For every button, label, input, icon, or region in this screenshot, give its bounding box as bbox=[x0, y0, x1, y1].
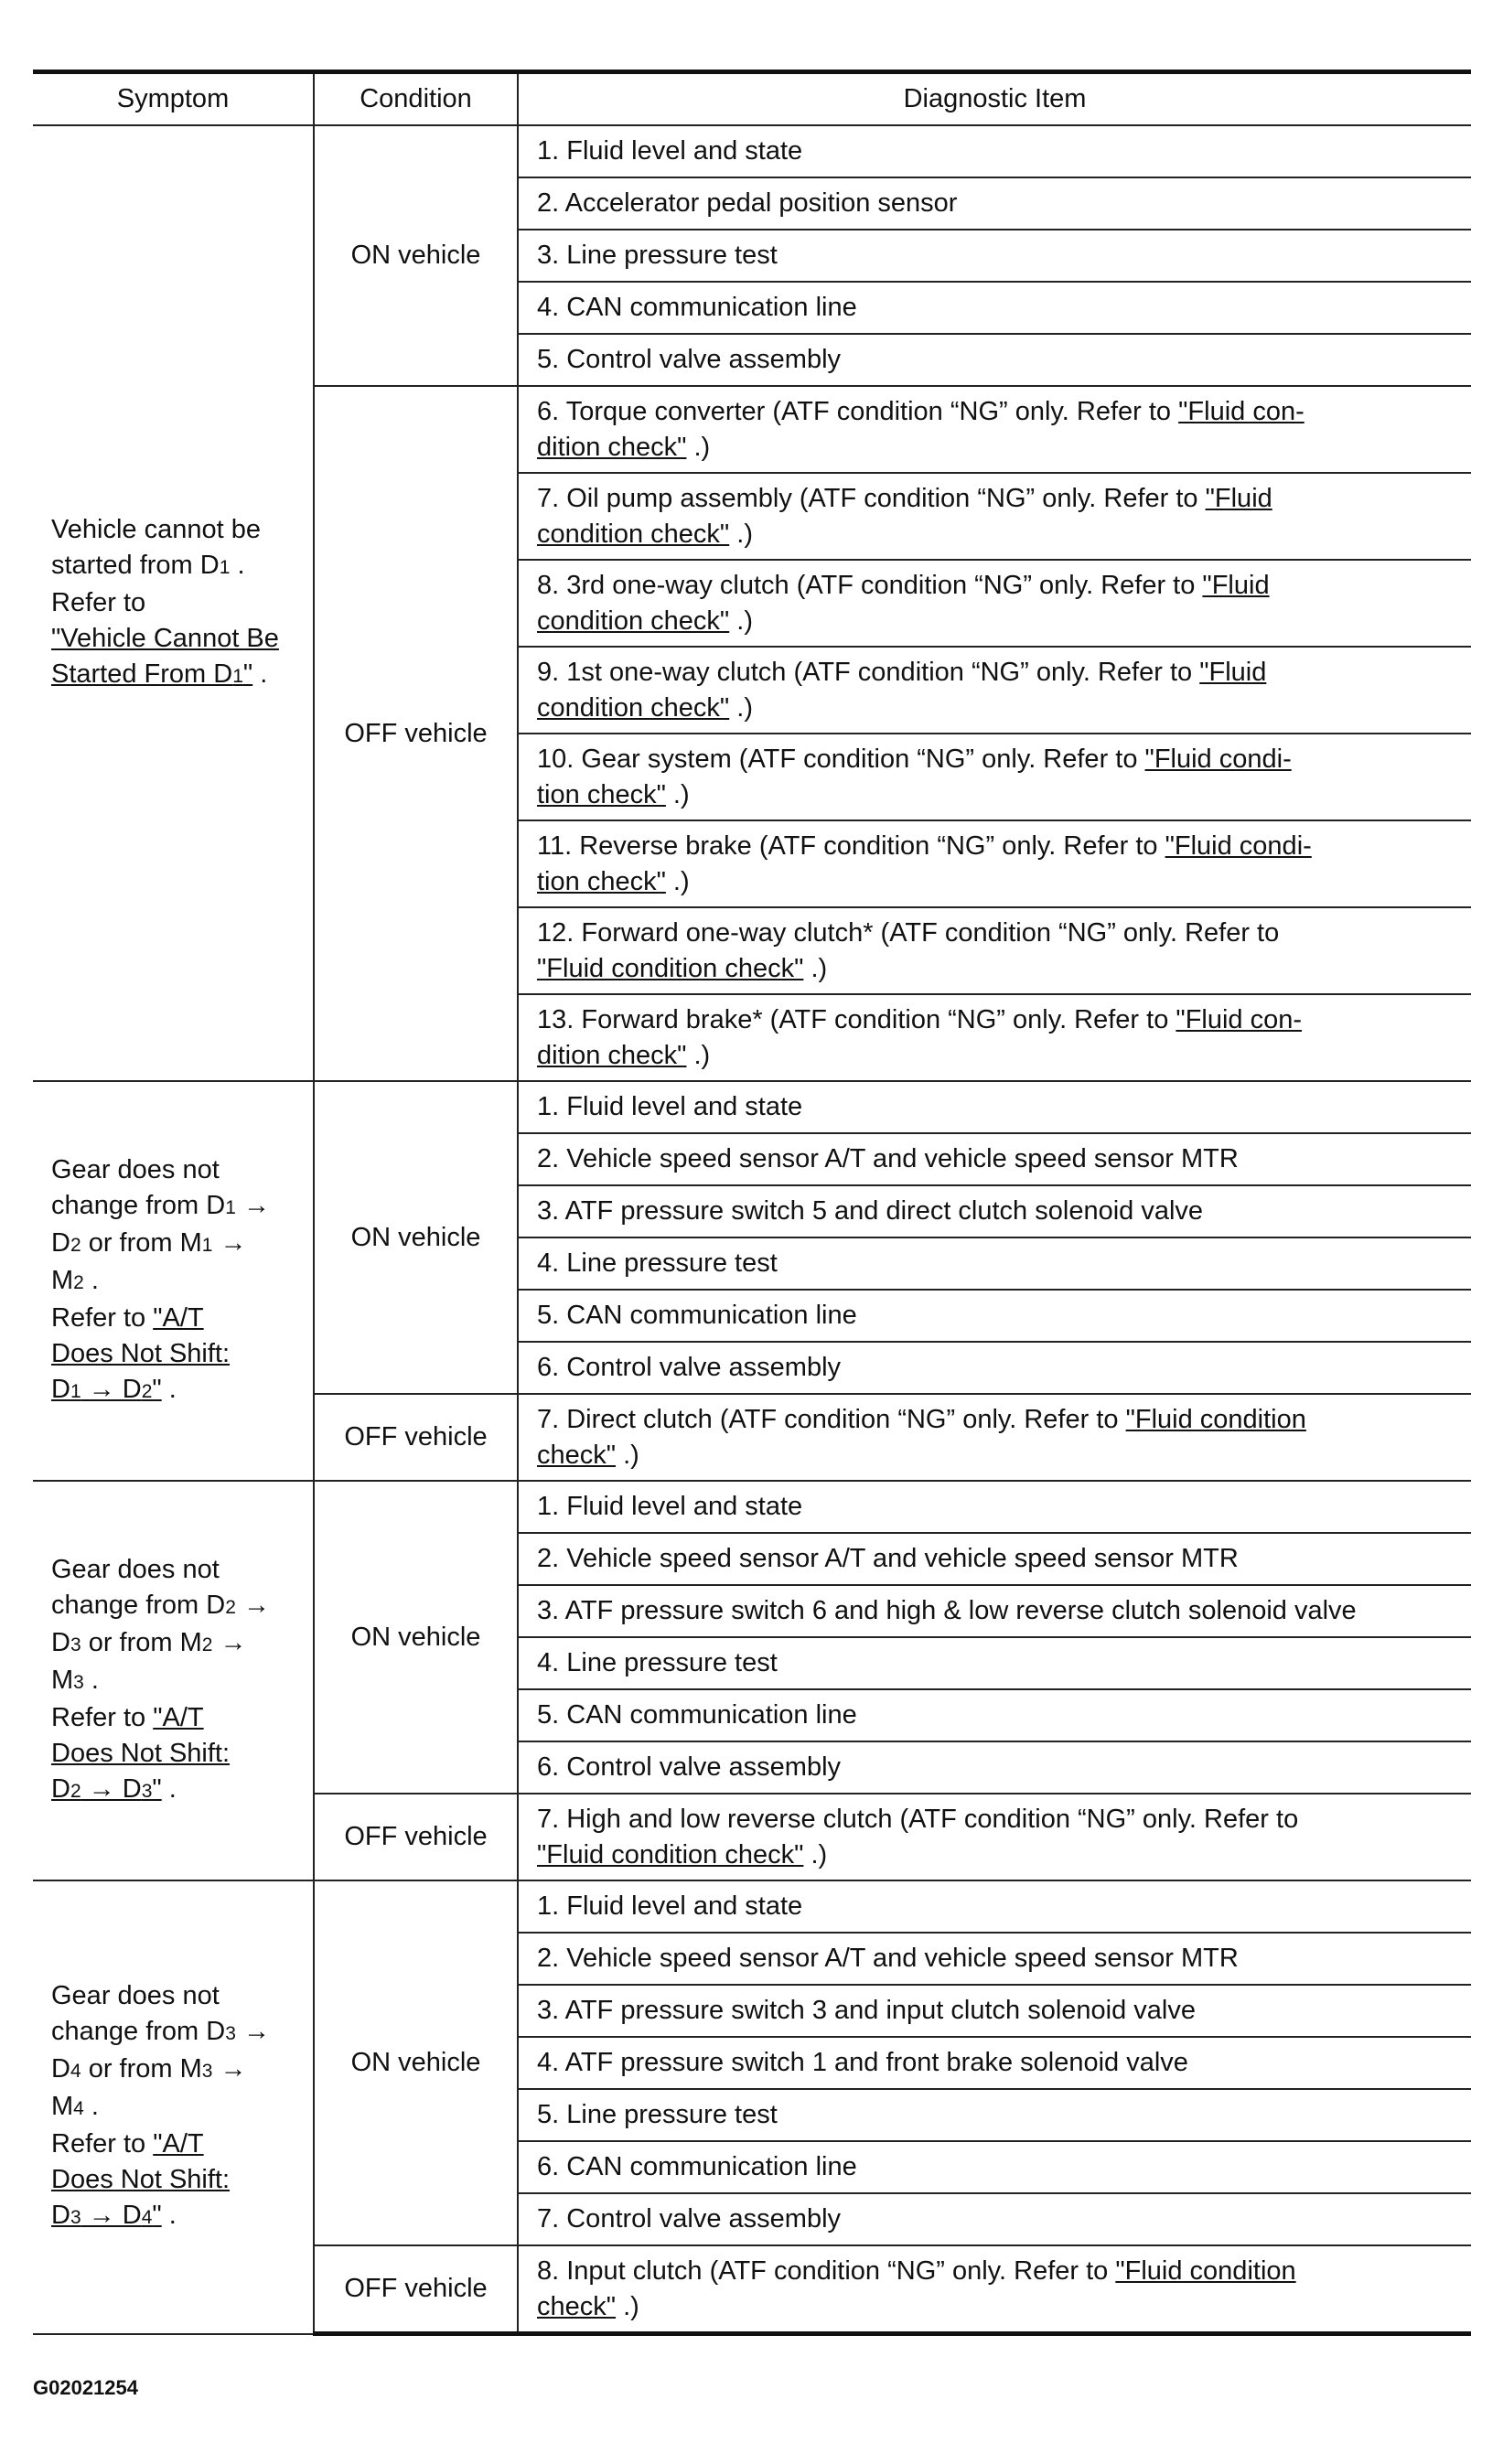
fluid-condition-link[interactable]: "Fluid con- dition check" bbox=[537, 396, 1304, 462]
condition-cell: ON vehicle bbox=[314, 1880, 518, 2245]
diagnostic-item: 4. ATF pressure switch 1 and front brake solenoid valve bbox=[518, 2037, 1471, 2089]
diagnostic-item: 3. ATF pressure switch 6 and high & low reverse clutch solenoid valve bbox=[518, 1585, 1471, 1637]
table-row bbox=[33, 125, 1471, 177]
diagnostic-item: 12. Forward one-way clutch* (ATF condition “NG” only. Refer to "Fluid condition check" .) bbox=[518, 907, 1471, 994]
symptom-cell: Gear does not change from D3 → D4 or from M3 → M4 . Refer to "A/T Does Not Shift: D3 → D4" . bbox=[33, 1880, 314, 2334]
fluid-condition-link[interactable]: "Fluid condition check" bbox=[537, 570, 1270, 636]
diagnostic-item: 3. ATF pressure switch 5 and direct clutch solenoid valve bbox=[518, 1185, 1471, 1237]
symptom-link[interactable]: "A/T Does Not Shift: D2 → D3" bbox=[51, 1703, 231, 1804]
diagnostic-item: 8. 3rd one-way clutch (ATF condition “NG” only. Refer to "Fluid condition check" .) bbox=[518, 560, 1471, 647]
diagnostic-item: 1. Fluid level and state bbox=[518, 1081, 1471, 1133]
fluid-condition-link[interactable]: "Fluid con- dition check" bbox=[537, 1004, 1303, 1070]
diagnostic-item: 2. Vehicle speed sensor A/T and vehicle speed sensor MTR bbox=[518, 1133, 1471, 1185]
header-diagnostic-item: Diagnostic Item bbox=[518, 72, 1471, 126]
symptom-cell: Gear does not change from D1 → D2 or from M1 → M2 . Refer to "A/T Does Not Shift: D1 → D2" . bbox=[33, 1081, 314, 1481]
condition-cell: OFF vehicle bbox=[314, 386, 518, 1081]
table-row bbox=[33, 1081, 1471, 1133]
condition-cell: ON vehicle bbox=[314, 1481, 518, 1794]
symptom-link[interactable]: "A/T Does Not Shift: D3 → D4" bbox=[51, 2129, 231, 2231]
condition-cell: OFF vehicle bbox=[314, 2245, 518, 2334]
diagnostic-item: 5. Control valve assembly bbox=[518, 334, 1471, 386]
diagnostic-item: 7. Direct clutch (ATF condition “NG” only. Refer to "Fluid condition check" .) bbox=[518, 1394, 1471, 1481]
diagnostic-item: 4. Line pressure test bbox=[518, 1637, 1471, 1689]
diagnostic-item: 2. Accelerator pedal position sensor bbox=[518, 177, 1471, 230]
diagnostic-item: 5. CAN communication line bbox=[518, 1689, 1471, 1741]
symptom-link[interactable]: "Vehicle Cannot Be Started From D1" bbox=[51, 624, 279, 689]
diagnostic-item: 7. Control valve assembly bbox=[518, 2193, 1471, 2245]
fluid-condition-link[interactable]: "Fluid condi- tion check" bbox=[537, 830, 1312, 896]
figure-id: G02021254 bbox=[33, 2376, 138, 2399]
fluid-condition-link[interactable]: "Fluid condition check" bbox=[537, 1404, 1306, 1470]
symptom-cell: Gear does not change from D2 → D3 or from M2 → M3 . Refer to "A/T Does Not Shift: D2 → D3" . bbox=[33, 1481, 314, 1880]
diagnostic-item: 4. CAN communication line bbox=[518, 282, 1471, 334]
table-row bbox=[33, 1880, 1471, 1933]
header-condition: Condition bbox=[314, 72, 518, 126]
diagnostic-item: 9. 1st one-way clutch (ATF condition “NG” only. Refer to "Fluid condition check" .) bbox=[518, 647, 1471, 734]
diagnostic-item: 7. Oil pump assembly (ATF condition “NG” only. Refer to "Fluid condition check" .) bbox=[518, 473, 1471, 560]
fluid-condition-link[interactable]: "Fluid condition check" bbox=[537, 483, 1272, 549]
fluid-condition-link[interactable]: "Fluid condition check" bbox=[537, 657, 1267, 723]
table-row bbox=[33, 1481, 1471, 1533]
fluid-condition-link[interactable]: "Fluid condition check" bbox=[537, 953, 804, 983]
diagnostic-item: 2. Vehicle speed sensor A/T and vehicle speed sensor MTR bbox=[518, 1533, 1471, 1585]
diagnostic-item: 4. Line pressure test bbox=[518, 1237, 1471, 1290]
condition-cell: ON vehicle bbox=[314, 1081, 518, 1394]
diagnostic-item: 6. Control valve assembly bbox=[518, 1342, 1471, 1394]
fluid-condition-link[interactable]: "Fluid condi- tion check" bbox=[537, 744, 1292, 809]
condition-cell: OFF vehicle bbox=[314, 1394, 518, 1481]
diagnostic-item: 1. Fluid level and state bbox=[518, 125, 1471, 177]
diagnostic-item: 5. Line pressure test bbox=[518, 2089, 1471, 2141]
diagnostic-item: 2. Vehicle speed sensor A/T and vehicle speed sensor MTR bbox=[518, 1933, 1471, 1985]
condition-cell: OFF vehicle bbox=[314, 1794, 518, 1880]
diagnostic-item: 1. Fluid level and state bbox=[518, 1481, 1471, 1533]
diagnostic-item: 6. Torque converter (ATF condition “NG” only. Refer to "Fluid con- dition check" .) bbox=[518, 386, 1471, 473]
diagnostic-table bbox=[33, 70, 1471, 2336]
diagnostic-item: 13. Forward brake* (ATF condition “NG” only. Refer to "Fluid con- dition check" .) bbox=[518, 994, 1471, 1081]
symptom-link[interactable]: "A/T Does Not Shift: D1 → D2" bbox=[51, 1303, 231, 1404]
diagnostic-item: 10. Gear system (ATF condition “NG” only. Refer to "Fluid condi- tion check" .) bbox=[518, 734, 1471, 820]
symptom-cell: Vehicle cannot be started from D1 . Refer to "Vehicle Cannot Be Started From D1" . bbox=[33, 125, 314, 1081]
diagnostic-item: 7. High and low reverse clutch (ATF condition “NG” only. Refer to "Fluid condition check" .) bbox=[518, 1794, 1471, 1880]
header-symptom: Symptom bbox=[33, 72, 314, 126]
diagnostic-item: 3. ATF pressure switch 3 and input clutch solenoid valve bbox=[518, 1985, 1471, 2037]
fluid-condition-link[interactable]: "Fluid condition check" bbox=[537, 1839, 804, 1869]
fluid-condition-link[interactable]: "Fluid condition check" bbox=[537, 2255, 1296, 2321]
diagnostic-item: 11. Reverse brake (ATF condition “NG” only. Refer to "Fluid condi- tion check" .) bbox=[518, 820, 1471, 907]
diagnostic-item: 1. Fluid level and state bbox=[518, 1880, 1471, 1933]
diagnostic-item: 6. CAN communication line bbox=[518, 2141, 1471, 2193]
diagnostic-item: 8. Input clutch (ATF condition “NG” only. Refer to "Fluid condition check" .) bbox=[518, 2245, 1471, 2334]
diagnostic-item: 3. Line pressure test bbox=[518, 230, 1471, 282]
condition-cell: ON vehicle bbox=[314, 125, 518, 386]
header-row bbox=[33, 72, 1471, 126]
diagnostic-item: 6. Control valve assembly bbox=[518, 1741, 1471, 1794]
diagnostic-item: 5. CAN communication line bbox=[518, 1290, 1471, 1342]
